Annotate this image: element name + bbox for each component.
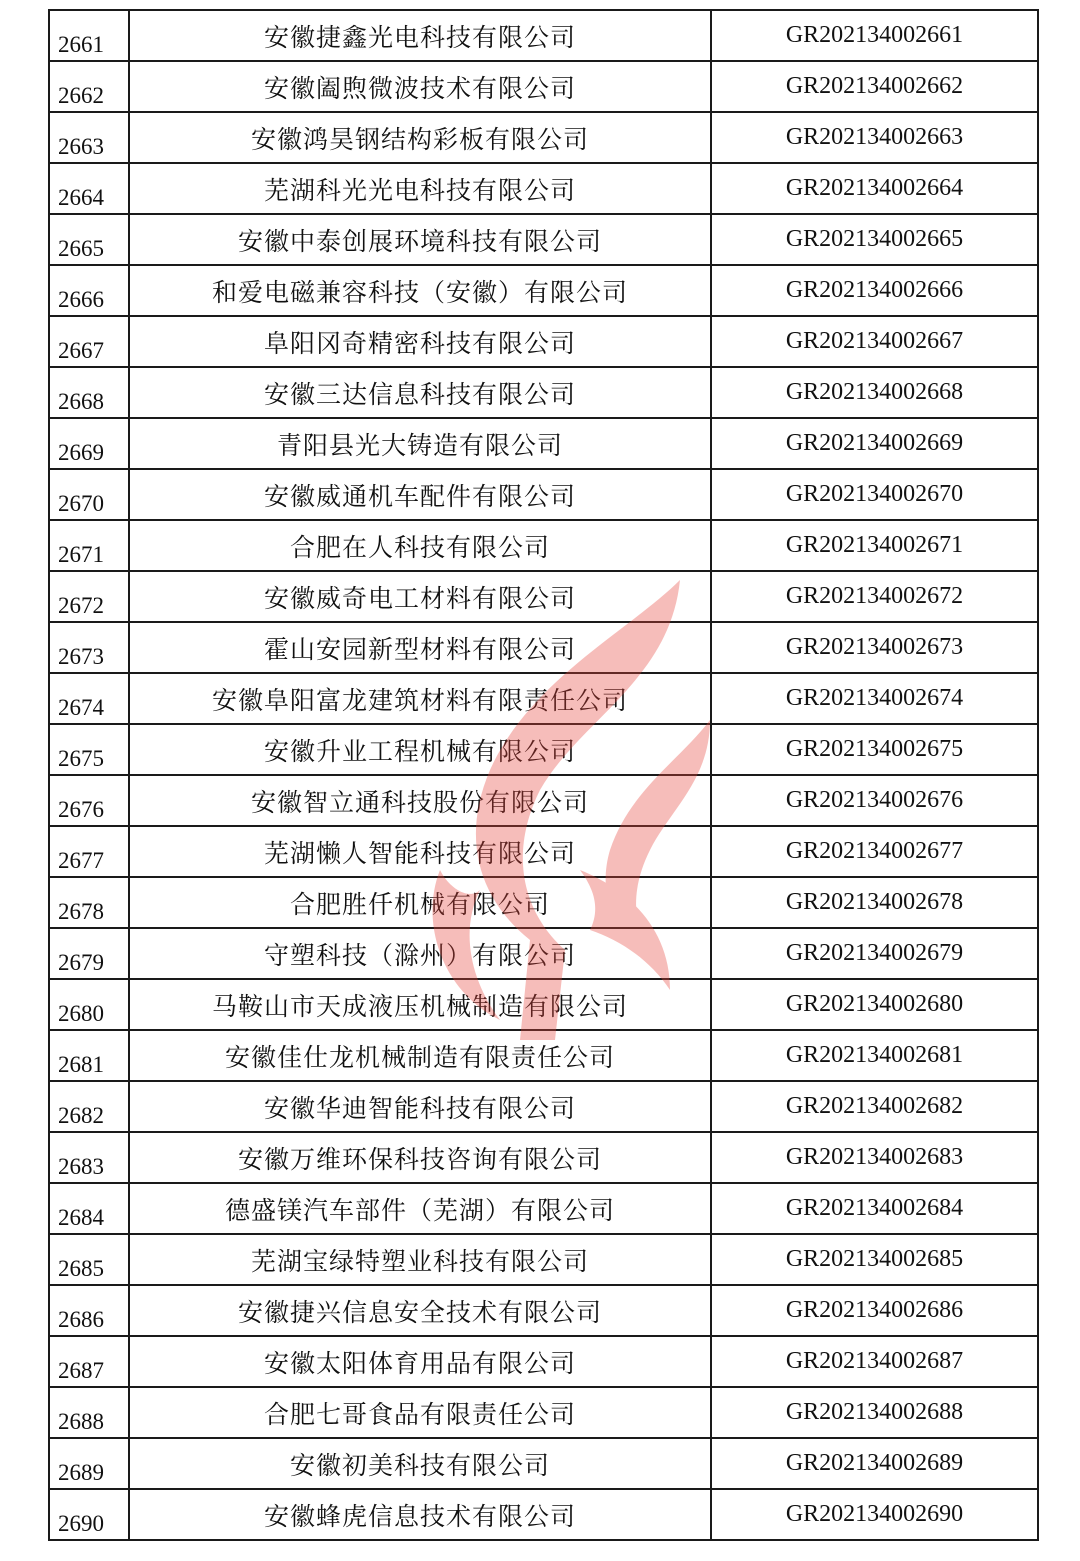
row-number: 2687 — [49, 1336, 129, 1387]
company-name: 安徽初美科技有限公司 — [129, 1438, 711, 1489]
company-name: 安徽佳仕龙机械制造有限责任公司 — [129, 1030, 711, 1081]
company-name: 安徽升业工程机械有限公司 — [129, 724, 711, 775]
company-name: 守塑科技（滁州）有限公司 — [129, 928, 711, 979]
certificate-code: GR202134002686 — [711, 1285, 1038, 1336]
certificate-code: GR202134002683 — [711, 1132, 1038, 1183]
certificate-code: GR202134002678 — [711, 877, 1038, 928]
certificate-code: GR202134002669 — [711, 418, 1038, 469]
table-row — [49, 775, 1038, 826]
table-row — [49, 724, 1038, 775]
row-number: 2685 — [49, 1234, 129, 1285]
table-row — [49, 1489, 1038, 1540]
certificate-code: GR202134002689 — [711, 1438, 1038, 1489]
table-row — [49, 163, 1038, 214]
row-number: 2672 — [49, 571, 129, 622]
row-number: 2678 — [49, 877, 129, 928]
company-name: 合肥胜仟机械有限公司 — [129, 877, 711, 928]
row-number: 2670 — [49, 469, 129, 520]
company-name: 安徽威奇电工材料有限公司 — [129, 571, 711, 622]
company-name: 安徽阜阳富龙建筑材料有限责任公司 — [129, 673, 711, 724]
certificate-code: GR202134002687 — [711, 1336, 1038, 1387]
company-name: 德盛镁汽车部件（芜湖）有限公司 — [129, 1183, 711, 1234]
company-name: 安徽华迪智能科技有限公司 — [129, 1081, 711, 1132]
row-number: 2684 — [49, 1183, 129, 1234]
table-row — [49, 469, 1038, 520]
row-number: 2668 — [49, 367, 129, 418]
certificate-code: GR202134002661 — [711, 10, 1038, 61]
table-row — [49, 1030, 1038, 1081]
table-row — [49, 1081, 1038, 1132]
company-name: 霍山安园新型材料有限公司 — [129, 622, 711, 673]
table-row — [49, 928, 1038, 979]
company-name: 芜湖科光光电科技有限公司 — [129, 163, 711, 214]
table-row — [49, 1132, 1038, 1183]
certificate-code: GR202134002688 — [711, 1387, 1038, 1438]
table-row — [49, 979, 1038, 1030]
row-number: 2674 — [49, 673, 129, 724]
row-number: 2666 — [49, 265, 129, 316]
company-name: 芜湖懒人智能科技有限公司 — [129, 826, 711, 877]
table-row — [49, 367, 1038, 418]
row-number: 2671 — [49, 520, 129, 571]
certificate-code: GR202134002675 — [711, 724, 1038, 775]
row-number: 2676 — [49, 775, 129, 826]
row-number: 2679 — [49, 928, 129, 979]
company-name: 安徽中泰创展环境科技有限公司 — [129, 214, 711, 265]
table-row — [49, 826, 1038, 877]
table-row — [49, 1234, 1038, 1285]
certificate-code: GR202134002673 — [711, 622, 1038, 673]
table-row — [49, 112, 1038, 163]
certificate-code: GR202134002684 — [711, 1183, 1038, 1234]
company-name: 安徽太阳体育用品有限公司 — [129, 1336, 711, 1387]
company-name: 青阳县光大铸造有限公司 — [129, 418, 711, 469]
company-name: 阜阳冈奇精密科技有限公司 — [129, 316, 711, 367]
certificate-code: GR202134002677 — [711, 826, 1038, 877]
table-row — [49, 265, 1038, 316]
row-number: 2669 — [49, 418, 129, 469]
table-row — [49, 1387, 1038, 1438]
certificate-code: GR202134002690 — [711, 1489, 1038, 1540]
certificate-code: GR202134002664 — [711, 163, 1038, 214]
table-row — [49, 622, 1038, 673]
row-number: 2675 — [49, 724, 129, 775]
company-name: 合肥七哥食品有限责任公司 — [129, 1387, 711, 1438]
certificate-code: GR202134002665 — [711, 214, 1038, 265]
row-number: 2680 — [49, 979, 129, 1030]
company-name: 安徽鸿昊钢结构彩板有限公司 — [129, 112, 711, 163]
table-body — [49, 10, 1038, 1540]
row-number: 2686 — [49, 1285, 129, 1336]
row-number: 2682 — [49, 1081, 129, 1132]
certificate-code: GR202134002666 — [711, 265, 1038, 316]
row-number: 2667 — [49, 316, 129, 367]
company-name: 芜湖宝绿特塑业科技有限公司 — [129, 1234, 711, 1285]
company-name: 安徽捷兴信息安全技术有限公司 — [129, 1285, 711, 1336]
row-number: 2688 — [49, 1387, 129, 1438]
table-row — [49, 877, 1038, 928]
table-row — [49, 571, 1038, 622]
table-row — [49, 61, 1038, 112]
row-number: 2661 — [49, 10, 129, 61]
table-row — [49, 673, 1038, 724]
certificate-code: GR202134002670 — [711, 469, 1038, 520]
company-name: 合肥在人科技有限公司 — [129, 520, 711, 571]
row-number: 2673 — [49, 622, 129, 673]
table-row — [49, 520, 1038, 571]
company-name: 安徽威通机车配件有限公司 — [129, 469, 711, 520]
table-row — [49, 1285, 1038, 1336]
company-list-table — [48, 9, 1039, 1541]
table-row — [49, 214, 1038, 265]
company-name: 马鞍山市天成液压机械制造有限公司 — [129, 979, 711, 1030]
certificate-code: GR202134002676 — [711, 775, 1038, 826]
row-number: 2690 — [49, 1489, 129, 1540]
table-row — [49, 418, 1038, 469]
row-number: 2663 — [49, 112, 129, 163]
table-row — [49, 316, 1038, 367]
certificate-code: GR202134002679 — [711, 928, 1038, 979]
company-name: 安徽蜂虎信息技术有限公司 — [129, 1489, 711, 1540]
row-number: 2664 — [49, 163, 129, 214]
company-name: 安徽阖煦微波技术有限公司 — [129, 61, 711, 112]
company-name: 安徽万维环保科技咨询有限公司 — [129, 1132, 711, 1183]
certificate-code: GR202134002667 — [711, 316, 1038, 367]
table-row — [49, 1183, 1038, 1234]
certificate-code: GR202134002662 — [711, 61, 1038, 112]
row-number: 2677 — [49, 826, 129, 877]
company-name: 安徽三达信息科技有限公司 — [129, 367, 711, 418]
certificate-code: GR202134002671 — [711, 520, 1038, 571]
company-name: 和爱电磁兼容科技（安徽）有限公司 — [129, 265, 711, 316]
row-number: 2681 — [49, 1030, 129, 1081]
certificate-code: GR202134002674 — [711, 673, 1038, 724]
certificate-code: GR202134002672 — [711, 571, 1038, 622]
row-number: 2689 — [49, 1438, 129, 1489]
row-number: 2683 — [49, 1132, 129, 1183]
certificate-code: GR202134002680 — [711, 979, 1038, 1030]
table-row — [49, 10, 1038, 61]
table-row — [49, 1336, 1038, 1387]
company-name: 安徽捷鑫光电科技有限公司 — [129, 10, 711, 61]
company-name: 安徽智立通科技股份有限公司 — [129, 775, 711, 826]
row-number: 2665 — [49, 214, 129, 265]
table-row — [49, 1438, 1038, 1489]
certificate-code: GR202134002668 — [711, 367, 1038, 418]
certificate-code: GR202134002685 — [711, 1234, 1038, 1285]
certificate-code: GR202134002663 — [711, 112, 1038, 163]
certificate-code: GR202134002681 — [711, 1030, 1038, 1081]
certificate-code: GR202134002682 — [711, 1081, 1038, 1132]
row-number: 2662 — [49, 61, 129, 112]
